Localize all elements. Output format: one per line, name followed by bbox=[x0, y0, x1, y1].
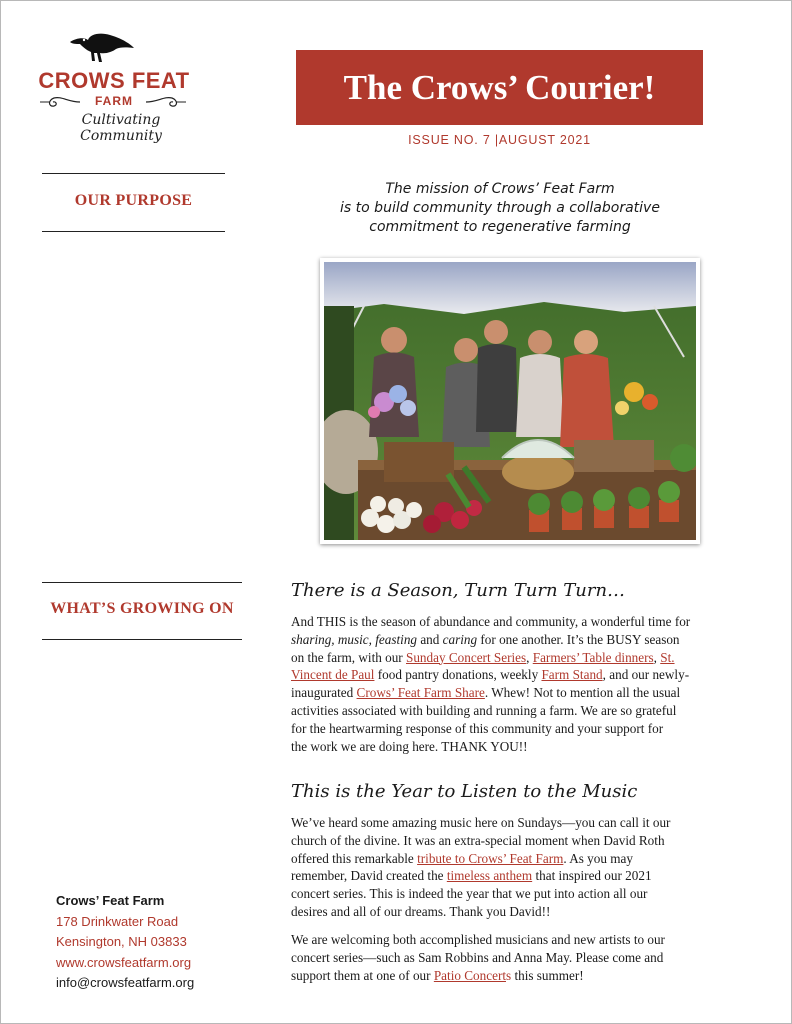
patio-concerts-link[interactable]: Patio Concert bbox=[433, 967, 506, 983]
body-line: concert series. This is indeed the year that we put into action all our bbox=[291, 886, 648, 902]
contact-block bbox=[56, 891, 256, 994]
article-heading-music: This is the Year to Listen to the Music bbox=[291, 781, 638, 802]
mission-line: is to build community through a collaborative bbox=[340, 200, 660, 216]
farm-share-link[interactable]: Crows’ Feat Farm Share bbox=[356, 685, 485, 701]
photo-illustration bbox=[324, 262, 696, 540]
mission-line: commitment to regenerative farming bbox=[369, 219, 631, 235]
purpose-rule-bottom bbox=[42, 231, 225, 232]
issue-label: ISSUE NO. 7 |AUGUST 2021 bbox=[408, 133, 591, 147]
text-span: on the farm, with our bbox=[291, 649, 406, 665]
italic-words: sharing, music, feasting bbox=[291, 631, 418, 647]
mission-line: The mission of Crows’ Feat Farm bbox=[385, 181, 615, 197]
body-line: activities associated with building and running a farm. We are so grateful bbox=[291, 702, 677, 718]
body-line: the work we are doing here. THANK YOU!! bbox=[291, 738, 528, 754]
body-line bbox=[291, 867, 751, 885]
body-line: for the heartwarming response of this community and your support for bbox=[291, 720, 664, 736]
text-span: that inspired our 2021 bbox=[532, 868, 652, 884]
body-line: concert series—such as Sam Robbins and Anna May. Please come and bbox=[291, 949, 664, 965]
body-line bbox=[291, 684, 751, 702]
body-line: And THIS is the season of abundance and community, a wonderful time for bbox=[291, 614, 691, 629]
text-span: offered this remarkable bbox=[291, 850, 418, 866]
contact-email[interactable]: info@crowsfeatfarm.org bbox=[56, 975, 195, 990]
growing-rule-top bbox=[42, 582, 242, 583]
article-heading-season: There is a Season, Turn Turn Turn… bbox=[291, 580, 626, 601]
text-span: remember, David created the bbox=[291, 868, 447, 884]
purpose-heading: OUR PURPOSE bbox=[74, 192, 193, 209]
people-group bbox=[369, 320, 614, 447]
text-span: support them at one of our bbox=[291, 967, 434, 983]
logo-subbrand: FARM bbox=[95, 94, 133, 108]
article-body-season bbox=[291, 613, 751, 755]
farm-logo bbox=[28, 28, 198, 144]
body-line bbox=[291, 967, 751, 985]
growing-rule-bottom bbox=[42, 639, 242, 640]
logo-tagline: Cultivating Community bbox=[80, 112, 162, 144]
text-span: , bbox=[653, 649, 661, 665]
contact-website[interactable]: www.crowsfeatfarm.org bbox=[56, 954, 192, 970]
farm-stand-photo bbox=[320, 258, 700, 544]
text-span: . As you may bbox=[563, 850, 633, 866]
crow-icon bbox=[66, 28, 136, 66]
growing-heading: WHAT’S GROWING ON bbox=[50, 600, 234, 617]
article-body-music bbox=[291, 814, 751, 921]
text-span: , bbox=[526, 649, 533, 665]
purpose-rule-top bbox=[42, 173, 225, 174]
text-span: . Whew! Not to mention all the usual bbox=[484, 685, 681, 701]
text-span: , and our newly- bbox=[602, 667, 690, 683]
article-body-music-2 bbox=[291, 931, 751, 984]
text-span: for one another. It’s the BUSY season bbox=[477, 631, 680, 647]
sunday-concert-series-link[interactable]: Sunday Concert Series bbox=[406, 649, 527, 665]
body-line: We’ve heard some amazing music here on Sundays—you can call it our bbox=[291, 815, 671, 830]
text-span: inaugurated bbox=[291, 685, 357, 701]
text-span: food pantry donations, weekly bbox=[374, 667, 542, 683]
farmers-table-dinners-link[interactable]: Farmers’ Table dinners bbox=[532, 649, 654, 665]
contact-org: Crows’ Feat Farm bbox=[56, 893, 165, 908]
mission-statement bbox=[300, 180, 700, 237]
body-line bbox=[291, 649, 751, 667]
body-line: desires and all of our dreams. Thank you David!! bbox=[291, 903, 551, 919]
timeless-anthem-link[interactable]: timeless anthem bbox=[446, 868, 533, 884]
italic-word: caring bbox=[442, 631, 478, 647]
tribute-link[interactable]: tribute to Crows’ Feat Farm bbox=[417, 850, 564, 866]
swirl-ornament-right bbox=[144, 94, 188, 110]
text-span: and bbox=[417, 631, 443, 647]
text-span: this summer! bbox=[511, 967, 584, 983]
contact-city: Kensington, NH 03833 bbox=[56, 934, 187, 949]
contact-street: 178 Drinkwater Road bbox=[56, 913, 179, 929]
st-vincent-de-paul-link-cont[interactable]: Vincent de Paul bbox=[291, 667, 375, 683]
body-line bbox=[291, 850, 751, 868]
logo-brand: CROWS FEAT bbox=[38, 68, 190, 93]
newsletter-title: The Crows’ Courier! bbox=[296, 50, 703, 125]
text-span: s bbox=[506, 967, 512, 983]
body-line bbox=[291, 666, 751, 684]
body-line: We are welcoming both accomplished musicians and new artists to our bbox=[291, 932, 665, 947]
body-line bbox=[291, 631, 751, 649]
st-vincent-de-paul-link[interactable]: St. bbox=[660, 649, 675, 665]
farm-stand-link[interactable]: Farm Stand bbox=[541, 667, 603, 683]
body-line: church of the divine. It was an extra-special moment when David Roth bbox=[291, 832, 665, 848]
